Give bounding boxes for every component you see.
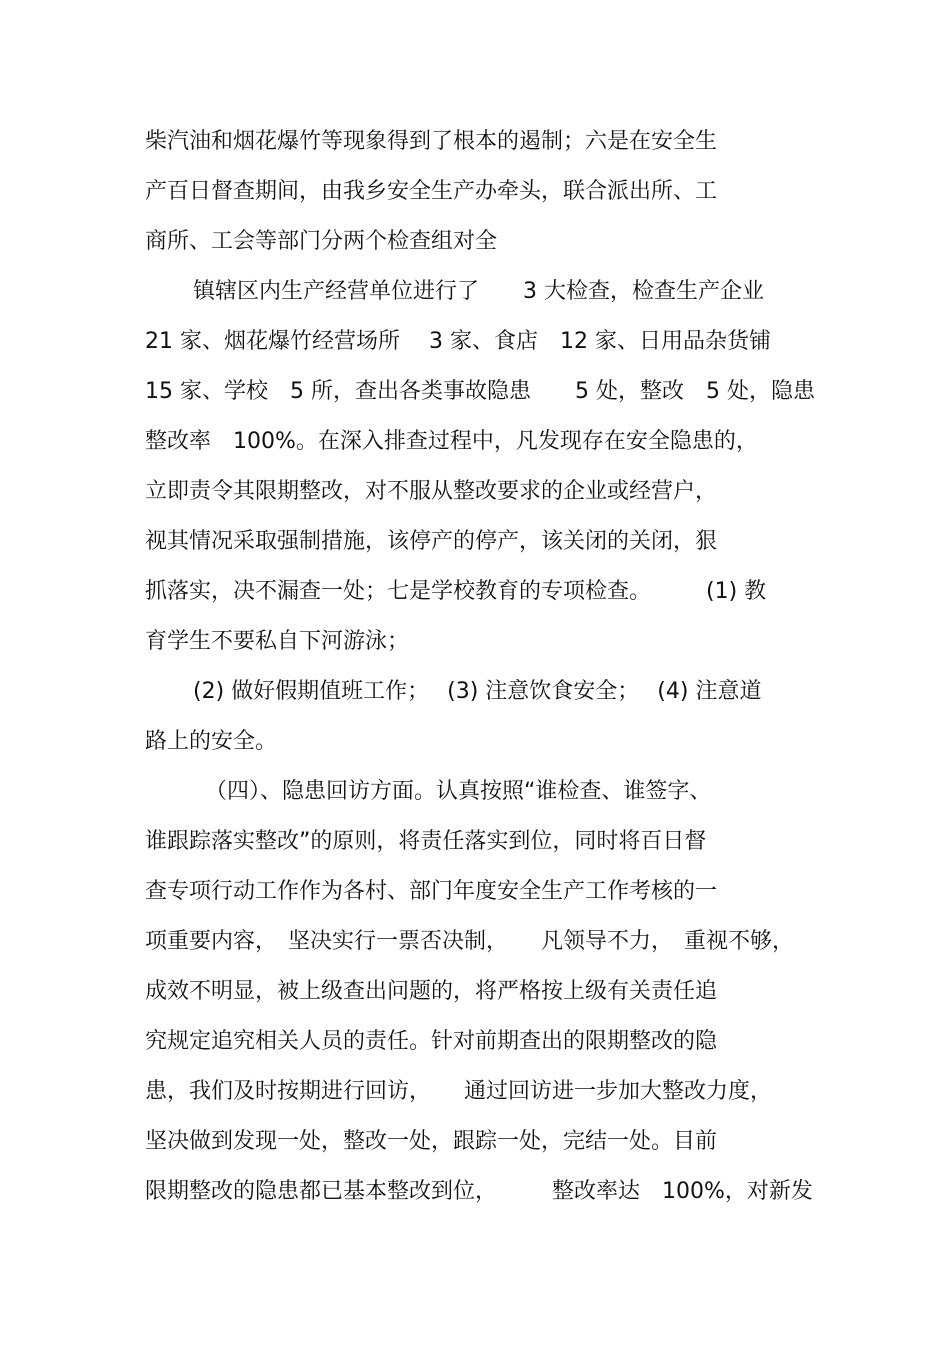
text-line: 镇辖区内生产经营单位进行了 3 大检查，检查生产企业 (193, 279, 764, 304)
text-line: 视其情况采取强制措施，该停产的停产，该关闭的关闭，狠 (145, 529, 718, 554)
text-line: 谁跟踪落实整改”的原则，将责任落实到位，同时将百日督 (145, 829, 707, 854)
text-line: 项重要内容， 坚决实行一票否决制， 凡领导不力， 重视不够， (145, 929, 795, 954)
text-line: 抓落实，决不漏查一处；七是学校教育的专项检查。 (1) 教 (145, 579, 767, 604)
text-line: 坚决做到发现一处，整改一处，跟踪一处，完结一处。目前 (145, 1129, 718, 1154)
text-line: （四）、隐患回访方面。认真按照“谁检查、谁签字、 (205, 779, 712, 804)
text-line: (2) 做好假期值班工作； (3) 注意饮食安全； (4) 注意道 (193, 679, 762, 704)
text-line: 商所、工会等部门分两个检查组对全 (145, 229, 498, 254)
text-line: 产百日督查期间，由我乡安全生产办牵头，联合派出所、工 (145, 179, 718, 204)
text-line: 立即责令其限期整改，对不服从整改要求的企业或经营户， (145, 479, 718, 504)
text-line: 整改率 100%。在深入排查过程中，凡发现存在安全隐患的， (145, 429, 758, 454)
text-line: 限期整改的隐患都已基本整改到位， 整改率达 100%，对新发 (145, 1179, 813, 1204)
text-line: 患，我们及时按期进行回访， 通过回访进一步加大整改力度， (145, 1079, 773, 1104)
text-line: 究规定追究相关人员的责任。针对前期查出的限期整改的隐 (145, 1029, 718, 1054)
text-line: 21 家、烟花爆竹经营场所 3 家、食店 12 家、日用品杂货铺 (145, 329, 771, 354)
text-line: 成效不明显，被上级查出问题的，将严格按上级有关责任追 (145, 979, 718, 1004)
text-line: 路上的安全。 (145, 729, 278, 754)
text-line: 查专项行动工作作为各村、部门年度安全生产工作考核的一 (145, 879, 718, 904)
text-line: 15 家、学校 5 所，查出各类事故隐患 5 处，整改 5 处，隐患 (145, 379, 815, 404)
text-line: 育学生不要私自下河游泳； (145, 629, 410, 654)
text-line: 柴汽油和烟花爆竹等现象得到了根本的遏制；六是在安全生 (145, 129, 718, 154)
